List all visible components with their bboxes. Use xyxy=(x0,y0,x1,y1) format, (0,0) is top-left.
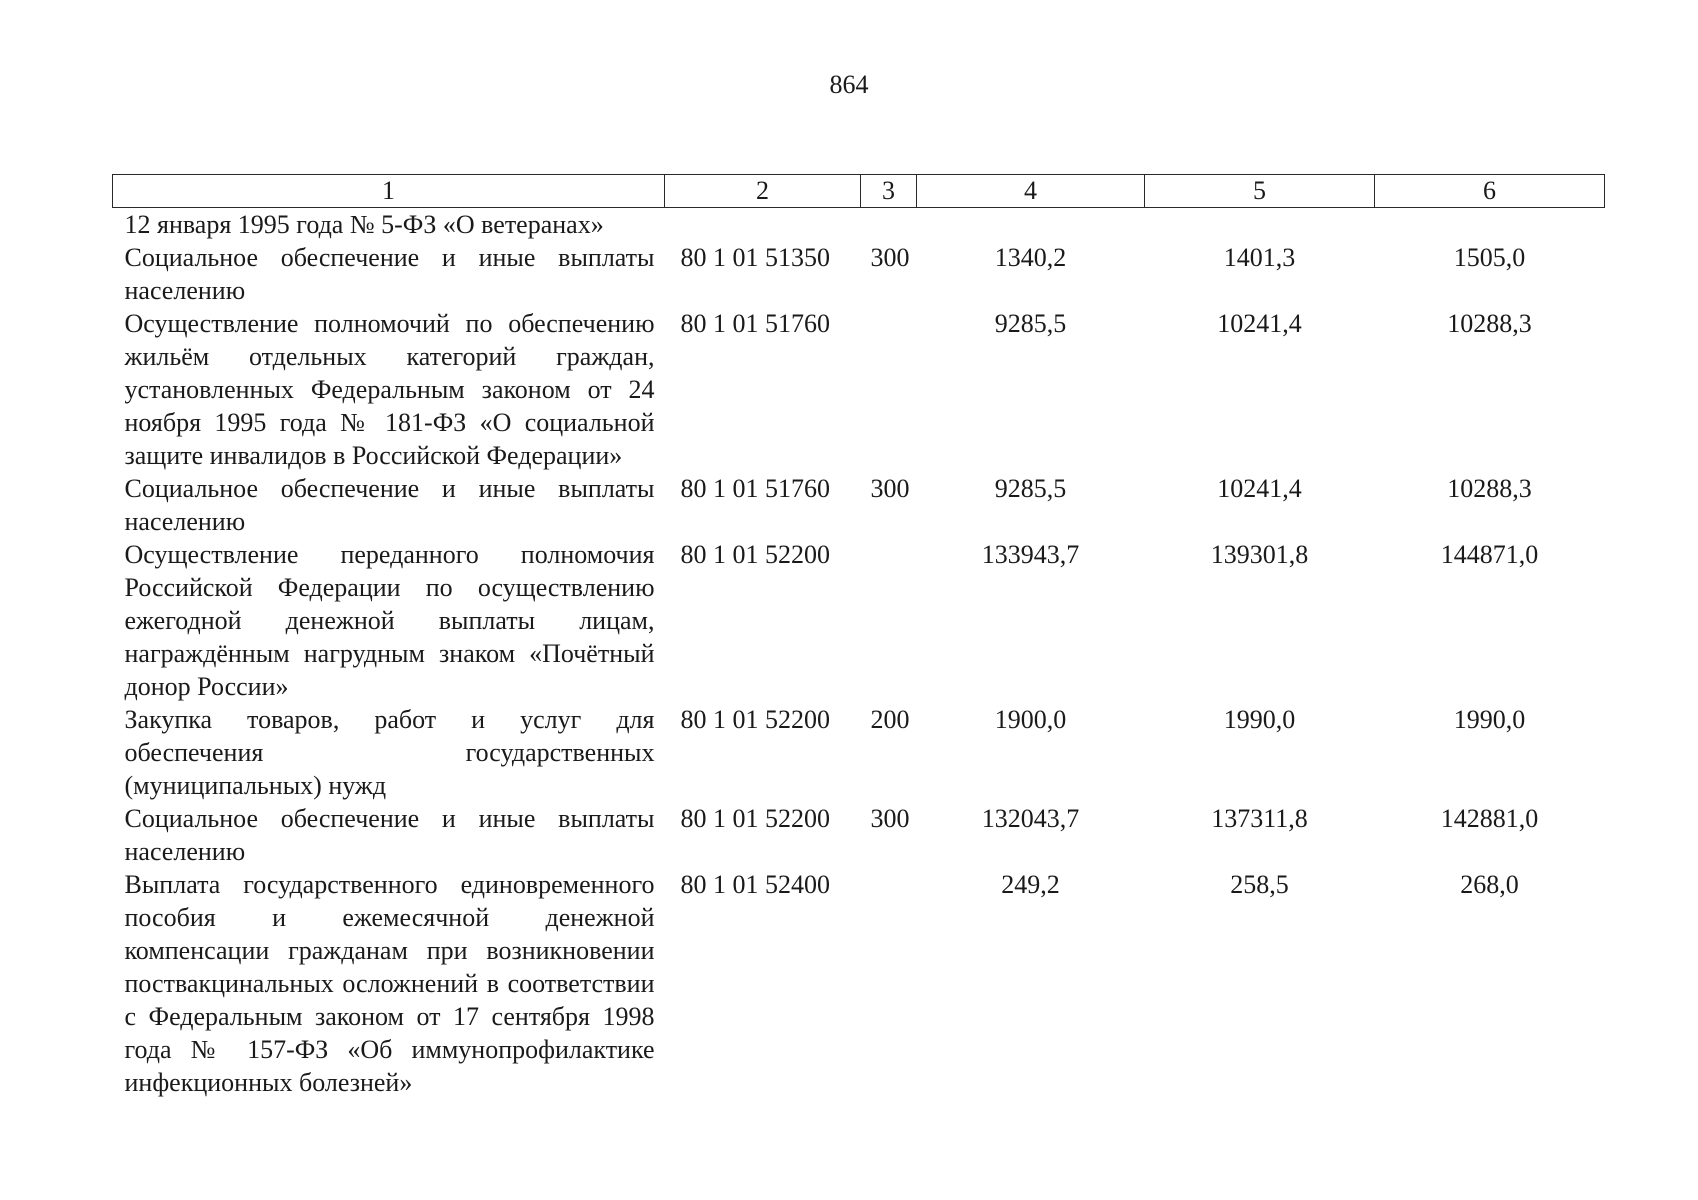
row-vr: 300 xyxy=(870,804,910,833)
row-value-6: 10288,3 xyxy=(1447,474,1532,503)
row-vr: 300 xyxy=(870,474,910,503)
row-value-5: 10241,4 xyxy=(1217,474,1302,503)
row-value-6: 10288,3 xyxy=(1447,309,1532,338)
row-value-4: 132043,7 xyxy=(981,804,1080,833)
row-code: 80 1 01 52200 xyxy=(680,804,830,833)
row-name: Закупка товаров, работ и услуг для обеспечения государственных (муниципальных) нужд xyxy=(124,705,655,800)
row-name: Выплата государственного единовременного пособия и ежемесячной денежной компенсации гражданам при возникновении поствакцинальных осложнений в соответствии с Федеральным законом от 17 сентября 1998 года № 157-ФЗ «Об иммунопрофилактике инфекционных болезней» xyxy=(124,870,655,1097)
row-code: 80 1 01 52400 xyxy=(680,870,830,899)
row-name: Социальное обеспечение и иные выплаты населению xyxy=(124,243,655,305)
table-row xyxy=(113,208,1605,242)
table-row xyxy=(113,472,1605,538)
budget-table xyxy=(112,174,1605,1099)
row-name: Социальное обеспечение и иные выплаты населению xyxy=(124,804,655,866)
row-value-6: 1990,0 xyxy=(1453,705,1526,734)
row-code: 80 1 01 52200 xyxy=(680,540,830,569)
row-value-6: 142881,0 xyxy=(1440,804,1539,833)
continuation-text: 12 января 1995 года № 5-ФЗ «О ветеранах» xyxy=(124,210,604,239)
row-value-5: 1990,0 xyxy=(1223,705,1296,734)
row-value-4: 9285,5 xyxy=(994,474,1067,503)
row-vr xyxy=(861,538,917,703)
row-name: Осуществление полномочий по обеспечению жильём отдельных категорий граждан, установленных Федеральным законом от 24 ноября 1995 года № 181-ФЗ «О социальной защите инвалидов в Российской Федерации» xyxy=(124,309,655,470)
row-value-4: 9285,5 xyxy=(994,309,1067,338)
row-vr: 200 xyxy=(870,705,910,734)
row-name: Социальное обеспечение и иные выплаты населению xyxy=(124,474,655,536)
row-vr xyxy=(861,307,917,472)
row-code: 80 1 01 51350 xyxy=(680,243,830,272)
row-vr xyxy=(861,868,917,1099)
row-name: Осуществление переданного полномочия Российской Федерации по осуществлению ежегодной денежной выплаты лицам, награждённым нагрудным знаком «Почётный донор России» xyxy=(124,540,655,701)
row-value-4: 133943,7 xyxy=(981,540,1080,569)
header-col-2: 2 xyxy=(665,175,861,208)
row-value-5: 139301,8 xyxy=(1210,540,1309,569)
row-code: 80 1 01 51760 xyxy=(680,309,830,338)
table-row xyxy=(113,307,1605,472)
table-row xyxy=(113,241,1605,307)
table-row xyxy=(113,703,1605,802)
row-value-4: 249,2 xyxy=(1001,870,1060,899)
row-value-5: 137311,8 xyxy=(1211,804,1308,833)
header-col-1: 1 xyxy=(113,175,665,208)
row-value-4: 1900,0 xyxy=(994,705,1067,734)
header-col-4: 4 xyxy=(917,175,1145,208)
header-col-6: 6 xyxy=(1375,175,1605,208)
row-value-6: 1505,0 xyxy=(1453,243,1526,272)
header-col-5: 5 xyxy=(1145,175,1375,208)
row-value-6: 268,0 xyxy=(1460,870,1519,899)
row-value-4: 1340,2 xyxy=(994,243,1067,272)
table-row xyxy=(113,802,1605,868)
header-col-3: 3 xyxy=(861,175,917,208)
table-row xyxy=(113,538,1605,703)
header-row xyxy=(113,175,1605,208)
row-code: 80 1 01 52200 xyxy=(680,705,830,734)
row-value-6: 144871,0 xyxy=(1440,540,1539,569)
row-value-5: 258,5 xyxy=(1230,870,1289,899)
row-vr: 300 xyxy=(870,243,910,272)
row-value-5: 10241,4 xyxy=(1217,309,1302,338)
table-row xyxy=(113,868,1605,1099)
page-number: 864 xyxy=(829,70,869,99)
row-code: 80 1 01 51760 xyxy=(680,474,830,503)
row-value-5: 1401,3 xyxy=(1223,243,1296,272)
